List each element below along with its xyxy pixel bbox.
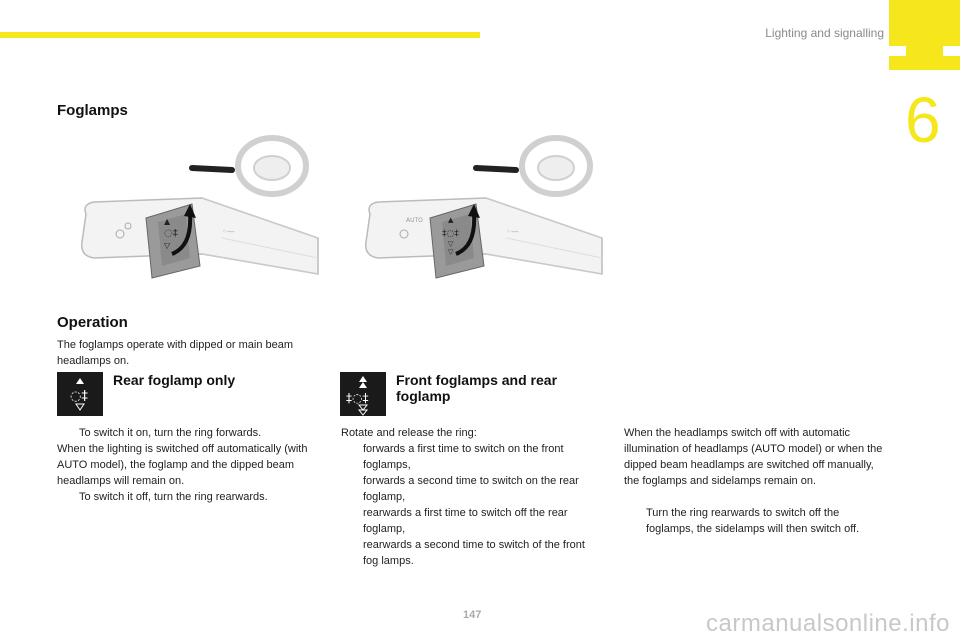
chapter-tab-notch-left bbox=[889, 46, 906, 56]
rear-foglamp-heading: Rear foglamp only bbox=[113, 372, 236, 388]
svg-text:▽: ▽ bbox=[164, 241, 171, 250]
svg-text:◌‡: ◌‡ bbox=[70, 389, 88, 404]
auto-note-text: When the headlamps switch off with automatic illumination of headlamps (AUTO model) or when the dipped beam headlamps are switched off manually, the foglamps and sidelamps remain on. bbox=[624, 427, 883, 487]
list-item: forwards a second time to switch on the rear foglamp, bbox=[363, 475, 579, 503]
rear-foglamp-list bbox=[57, 425, 322, 505]
page-title: Foglamps bbox=[57, 102, 128, 119]
front-rear-foglamp-icon bbox=[340, 372, 386, 416]
svg-text:‡◌‡: ‡◌‡ bbox=[346, 391, 369, 405]
svg-text:◦—: ◦— bbox=[222, 227, 235, 236]
list-item: rearwards a first time to switch off the rear foglamp, bbox=[363, 507, 568, 535]
list-item: Turn the ring rearwards to switch off the foglamps, the sidelamps will then switch off. bbox=[646, 507, 860, 535]
svg-text:▲: ▲ bbox=[448, 216, 454, 224]
chapter-number: 6 bbox=[905, 84, 941, 156]
front-rear-foglamp-heading: Front foglamps and rear foglamp bbox=[396, 372, 558, 404]
list-item: forwards a first time to switch on the front foglamps, bbox=[363, 443, 564, 471]
watermark: carmanualsonline.info bbox=[706, 610, 950, 637]
chapter-tab-notch-right bbox=[943, 46, 960, 56]
svg-text:‡◌‡: ‡◌‡ bbox=[442, 229, 459, 239]
svg-text:▽: ▽ bbox=[448, 248, 454, 256]
stalk-illustration-rear bbox=[72, 134, 322, 284]
list-item: To switch it off, turn the ring rearwards. bbox=[79, 491, 268, 503]
svg-text:◦—: ◦— bbox=[506, 227, 519, 236]
header-accent-bar bbox=[0, 32, 480, 38]
operation-intro: The foglamps operate with dipped or main beam headlamps on. bbox=[57, 339, 294, 367]
auto-label: AUTO bbox=[406, 217, 423, 224]
auto-note-list bbox=[624, 505, 864, 537]
list-item: To switch it on, turn the ring forwards. bbox=[79, 427, 262, 439]
stalk-illustration-front-rear bbox=[356, 134, 606, 284]
list-item: When the lighting is switched off automatically (with AUTO model), the foglamp and the dipped beam headlamps will remain on. bbox=[57, 443, 308, 487]
page-number: 147 bbox=[463, 609, 482, 621]
chapter-tab bbox=[889, 0, 960, 70]
operation-heading: Operation bbox=[57, 314, 128, 331]
svg-text:▲: ▲ bbox=[164, 217, 171, 226]
front-intro: Rotate and release the ring: bbox=[341, 427, 477, 439]
chapter-header-title: Lighting and signalling bbox=[765, 26, 884, 40]
front-foglamp-list bbox=[341, 441, 601, 569]
svg-text:◌‡: ◌‡ bbox=[164, 228, 178, 239]
list-item: rearwards a second time to switch of the front fog lamps. bbox=[363, 539, 585, 567]
svg-text:▽: ▽ bbox=[448, 240, 454, 248]
rear-foglamp-icon bbox=[57, 372, 103, 416]
